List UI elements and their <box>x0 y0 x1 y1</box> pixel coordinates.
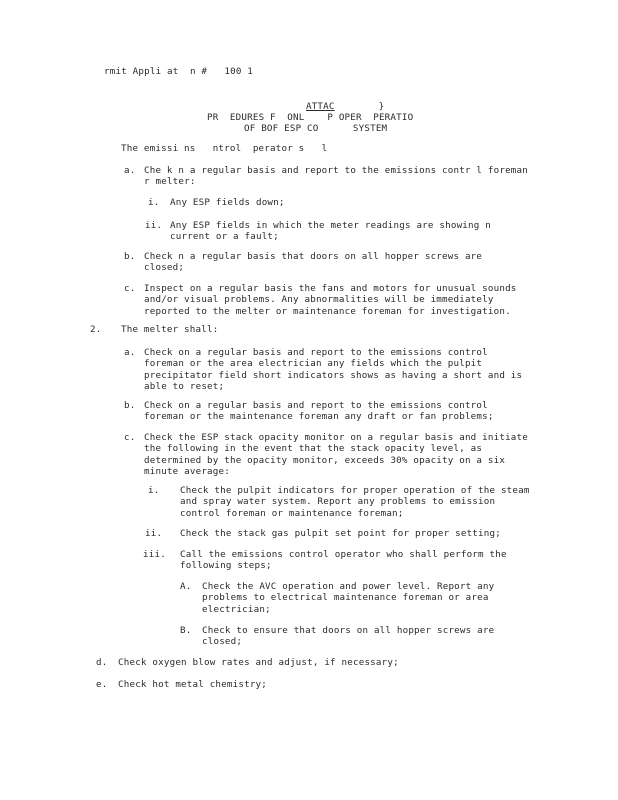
intro-line: The emissi ns ntrol perator s l <box>121 143 328 154</box>
attachment-label: ATTAC <box>305 101 335 112</box>
item-2a-marker: a. <box>124 347 136 358</box>
item-2c-iii-marker: iii. <box>143 549 166 560</box>
title-line-1: PR EDURES F ONL P OPER PERATIO <box>207 112 414 123</box>
item-1a-i-marker: i. <box>148 197 160 208</box>
section-2-number: 2. <box>90 324 102 335</box>
item-2d-text: Check oxygen blow rates and adjust, if necessary; <box>118 657 399 668</box>
item-2c-text: Check the ESP stack opacity monitor on a regular basis and initiate the following in the event that the stack opacity level, as determined by the opacity monitor, exceeds 30% opacity on a six minute average: <box>144 432 528 478</box>
permit-application-line: rmit Appli at n # 100 1 <box>104 66 254 77</box>
item-1a-text: Che k n a regular basis and report to the emissions contr l foreman r melter: <box>144 165 528 188</box>
step-b-marker: B. <box>180 625 192 636</box>
attachment-suffix: } <box>378 101 385 112</box>
item-2e-marker: e. <box>96 679 108 690</box>
section-2-heading: The melter shall: <box>121 324 219 335</box>
step-a-text: Check the AVC operation and power level. Report any problems to electrical maintenance foreman or area electrician; <box>202 581 495 615</box>
item-2c-marker: c. <box>124 432 136 443</box>
item-1c-marker: c. <box>124 283 136 294</box>
item-1b-text: Check n a regular basis that doors on all hopper screws are closed; <box>144 251 483 274</box>
item-2b-marker: b. <box>124 400 136 411</box>
item-1a-ii-text <box>170 220 520 243</box>
item-1a-marker: a. <box>124 165 136 176</box>
item-1a-i-text: Any ESP fields down; <box>170 197 285 208</box>
item-2a-text: Check on a regular basis and report to the emissions control foreman or the area electrician any fields which the pulpit precipitator field short indicators shows as having a short and is able to reset; <box>144 347 523 393</box>
item-1a-ii-content: Any ESP fields in which the meter readings are showing n current or a fault; <box>170 220 491 243</box>
item-2c-ii-marker: ii. <box>145 528 163 539</box>
item-2e-text: Check hot metal chemistry; <box>118 679 268 690</box>
item-2d-marker: d. <box>96 657 108 668</box>
item-2c-ii-text: Check the stack gas pulpit set point for proper setting; <box>180 528 501 539</box>
item-2c-i-text: Check the pulpit indicators for proper operation of the steam and spray water system. Report any problems to emission control foreman or maintenance foreman; <box>180 485 530 519</box>
item-1b-marker: b. <box>124 251 136 262</box>
title-line-2: OF BOF ESP CO SYSTEM <box>244 123 388 134</box>
item-1c-text: Inspect on a regular basis the fans and motors for unusual sounds and/or visual problems. Any abnormalities will be immediately reported to the melter or maintenance foreman for investigation. <box>144 283 517 317</box>
step-a-marker: A. <box>180 581 192 592</box>
item-1a-ii-marker: ii. <box>145 220 163 231</box>
item-2c-iii-text: Call the emissions control operator who shall perform the following steps; <box>180 549 507 572</box>
item-2b-text: Check on a regular basis and report to the emissions control foreman or the maintenance foreman any draft or fan problems; <box>144 400 494 423</box>
step-b-text: Check to ensure that doors on all hopper screws are closed; <box>202 625 495 648</box>
item-2c-i-marker: i. <box>148 485 160 496</box>
